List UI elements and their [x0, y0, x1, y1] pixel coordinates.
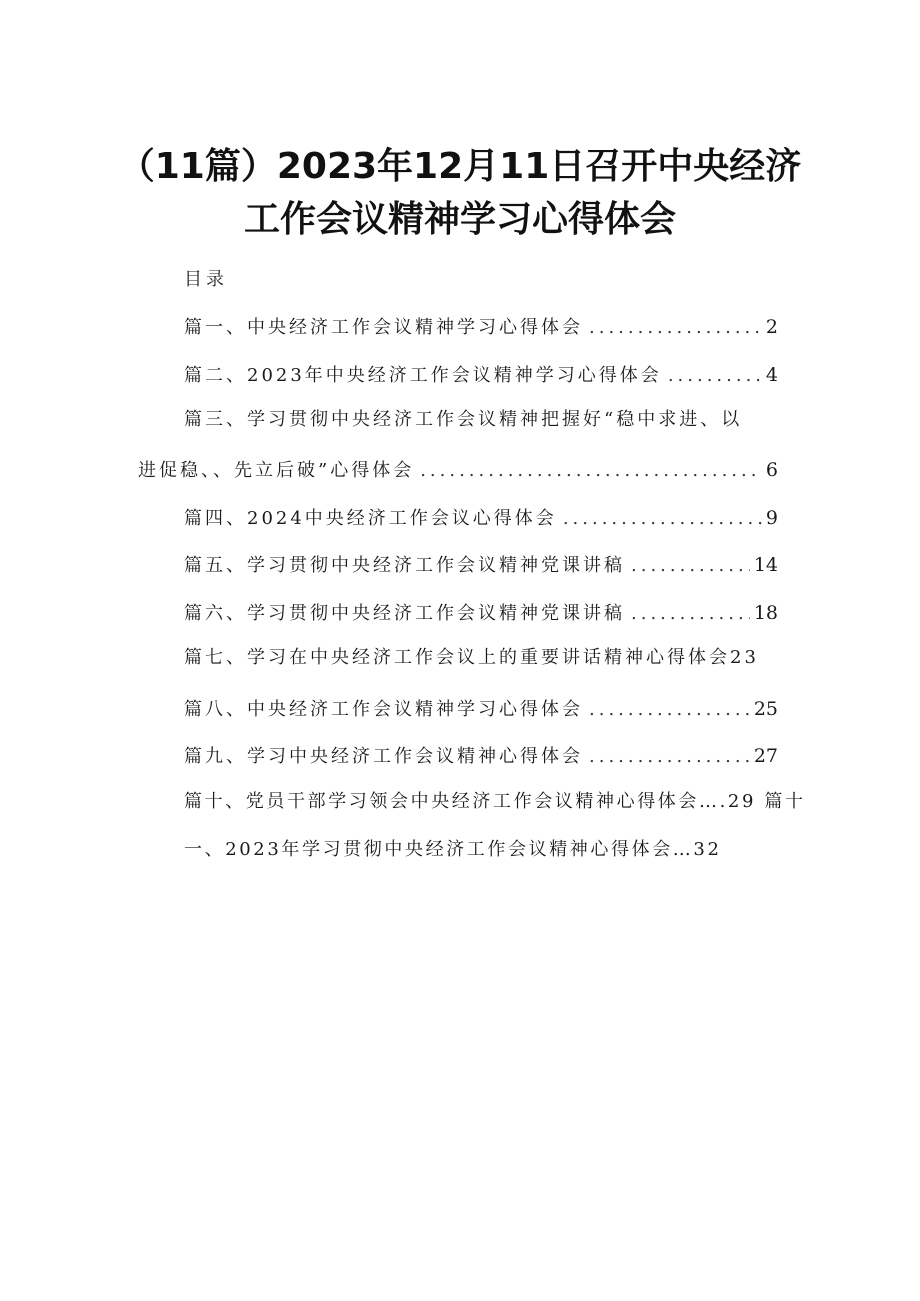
toc-entry-1[interactable]: [184, 313, 778, 337]
toc-entry-2[interactable]: [184, 361, 778, 385]
toc-page-number: 18: [753, 602, 778, 624]
toc-entry-text: 篇一、中央经济工作会议精神学习心得体会: [184, 317, 583, 338]
toc-leader-dots: [589, 317, 762, 338]
toc-entry-3-line-1[interactable]: 篇三、学习贯彻中央经济工作会议精神把握好“稳中求进、以: [184, 409, 743, 430]
toc-page-number: 4: [765, 364, 778, 386]
toc-entry-11[interactable]: 一、2023年学习贯彻中央经济工作会议精神心得体会…32: [184, 839, 722, 860]
toc-page-number: 2: [765, 316, 778, 338]
toc-entry-10[interactable]: 篇十、党员干部学习领会中央经济工作会议精神心得体会….29 篇十: [184, 791, 806, 812]
toc-entry-text: 篇五、学习贯彻中央经济工作会议精神党课讲稿: [184, 555, 625, 576]
toc-page-number: 14: [753, 554, 778, 576]
toc-entry-7[interactable]: 篇七、学习在中央经济工作会议上的重要讲话精神心得体会23: [184, 647, 759, 668]
toc-entry-4[interactable]: [184, 504, 778, 528]
toc-entry-text: 篇四、2024中央经济工作会议心得体会: [184, 508, 557, 529]
toc-leader-dots: [631, 555, 750, 576]
toc-entry-9[interactable]: [184, 742, 778, 766]
toc-leader-dots: [668, 365, 762, 386]
toc-entry-text: 篇九、学习中央经济工作会议精神心得体会: [184, 746, 583, 767]
toc-leader-dots: [631, 603, 750, 624]
toc-heading: 目录: [184, 269, 228, 290]
toc-leader-dots: [589, 746, 750, 767]
toc-entry-6[interactable]: [184, 599, 778, 623]
toc-page-number: 25: [753, 698, 778, 720]
toc-entry-8[interactable]: [184, 695, 778, 719]
toc-entry-text: 篇二、2023年中央经济工作会议精神学习心得体会: [184, 365, 662, 386]
toc-entry-text: 篇八、中央经济工作会议精神学习心得体会: [184, 699, 583, 720]
toc-leader-dots: [420, 460, 762, 481]
toc-entry-text: 进促稳、、先立后破”心得体会: [138, 460, 415, 481]
toc-leader-dots: [563, 508, 762, 529]
toc-entry-5[interactable]: [184, 551, 778, 575]
toc-leader-dots: [589, 699, 750, 720]
toc-page-number: 6: [765, 459, 778, 481]
toc-entry-text: 篇六、学习贯彻中央经济工作会议精神党课讲稿: [184, 603, 625, 624]
document-title-line-2: 工作会议精神学习心得体会: [243, 199, 676, 240]
document-title-line-1: （11篇）2023年12月11日召开中央经济: [118, 146, 802, 187]
toc-entry-3[interactable]: [138, 456, 778, 480]
toc-page-number: 9: [765, 507, 778, 529]
toc-page-number: 27: [753, 745, 778, 767]
